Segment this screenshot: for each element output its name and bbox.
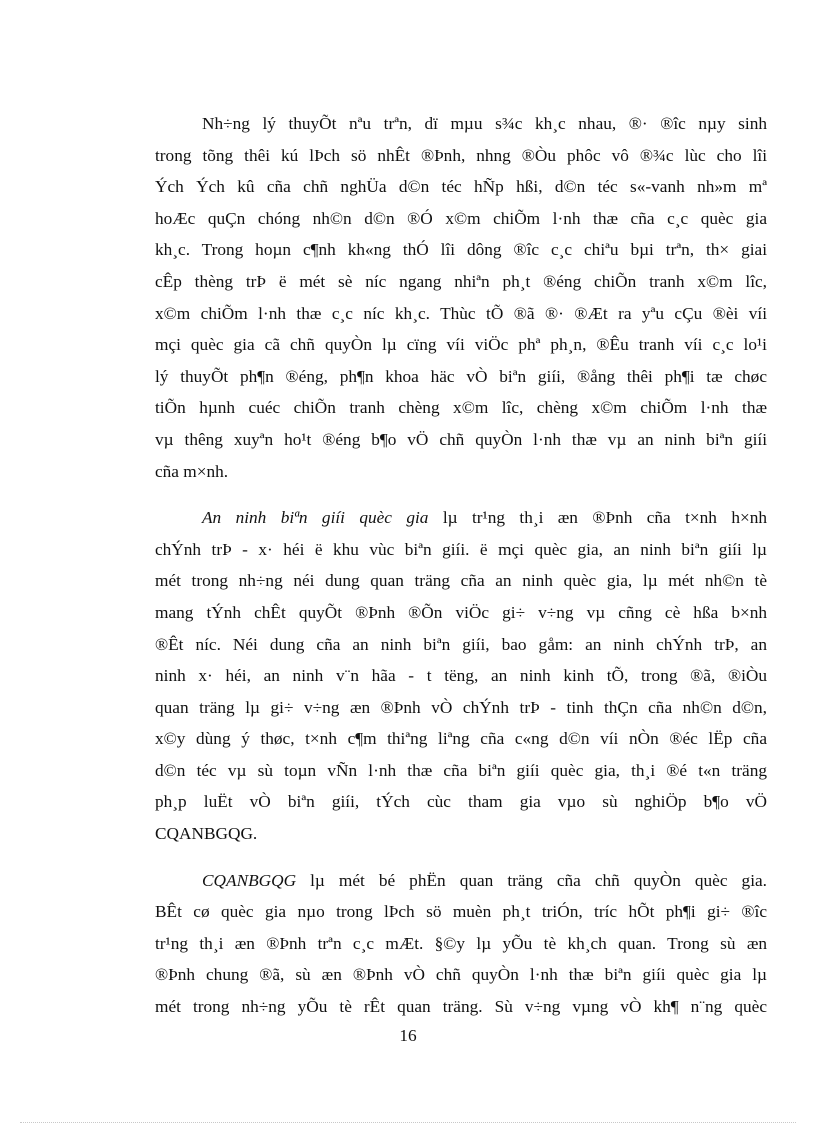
text-line: Nh÷ng lý thuyÕt nªu trªn, dï mµu s¾c kh¸c nhau, ®· ®îc nµy sinh — [202, 114, 767, 133]
text-line: ninh x· héi, an ninh v¨n hãa - t tëng, an ninh kinh tÕ, trong ®ã, ®iÒu — [155, 666, 767, 686]
text-line: chÝnh trÞ - x· héi ë khu vùc biªn giíi. ë mçi quèc gia, an ninh biªn giíi lµ — [155, 539, 767, 559]
text-line: hoÆc quÇn chóng nh©n d©n ®Ó x©m chiÕm l·nh thæ cña c¸c quèc gia — [155, 208, 767, 228]
text-line: kh¸c. Trong hoµn c¶nh kh«ng thÓ lîi dông ®îc c¸c chiªu bµi trªn, th× giai — [155, 240, 767, 260]
text-fragment: lµ tr¹ng th¸i æn ®Þnh cña t×nh h×nh — [428, 508, 767, 528]
text-fragment: lµ mét bé phËn quan träng cña chñ quyÒn quèc gia. — [296, 870, 767, 890]
text-line: tr¹ng th¸i æn ®Þnh trªn c¸c mÆt. §©y lµ yÕu tè kh¸ch quan. Trong sù æn — [155, 933, 767, 953]
italic-term: An ninh biªn giíi quèc gia — [202, 508, 429, 528]
text-line: ®Þnh chung ®ã, sù æn ®Þnh vÒ chñ quyÒn l·nh thæ biªn giíi quèc gia lµ — [155, 965, 767, 985]
text-line: CQANBGQG. — [155, 824, 258, 844]
text-line: mét trong nh÷ng néi dung quan träng cña an ninh quèc gia, lµ mét nh©n tè — [155, 571, 767, 591]
text-line: Ých Ých kû cña chñ nghÜa d©n téc hÑp hßi, d©n téc s«-vanh nh»m mª — [155, 177, 767, 197]
text-line: cña m×nh. — [155, 461, 229, 481]
text-line: mçi quèc gia cã chñ quyÒn lµ cïng víi viÖc phª ph¸n, ®Êu tranh víi c¸c lo¹i — [155, 335, 767, 355]
text-line: x©y dùng ý thøc, t×nh c¶m thiªng liªng cña c«ng d©n víi nÒn ®éc lËp cña — [155, 729, 767, 749]
text-line: lý thuyÕt ph¶n ®éng, ph¶n khoa häc vÒ biªn giíi, ®ång thêi ph¶i tæ chøc — [155, 366, 767, 386]
text-line: ®Êt níc. Néi dung cña an ninh biªn giíi, bao gåm: an ninh chÝnh trÞ, an — [155, 634, 767, 654]
italic-term: CQANBGQG — [202, 870, 297, 890]
text-line — [155, 865, 767, 897]
text-line: trong tõng thêi kú lÞch sö nhÊt ®Þnh, nhng ®Òu phôc vô ®¾c lùc cho lîi — [155, 145, 767, 165]
body-text — [155, 108, 767, 1038]
text-line: tiÕn hµnh cuéc chiÕn tranh chèng x©m lîc, chèng x©m chiÕm l·nh thæ — [155, 398, 767, 418]
text-line: BÊt cø quèc gia nµo trong lÞch sö muèn ph¸t triÓn, tríc hÕt ph¶i gi÷ ®îc — [155, 902, 767, 922]
text-line: mét trong nh÷ng yÕu tè rÊt quan träng. Sù v÷ng vµng vÒ kh¶ n¨ng quèc — [155, 997, 767, 1017]
text-line: mang tÝnh chÊt quyÕt ®Þnh ®Õn viÖc gi÷ v÷ng vµ cñng cè hßa b×nh — [155, 602, 767, 622]
paragraph-1 — [155, 108, 767, 487]
text-line: vµ thêng xuyªn ho¹t ®éng b¶o vÖ chñ quyÒn l·nh thæ vµ an ninh biªn giíi — [155, 429, 767, 449]
text-line: d©n téc vµ sù toµn vÑn l·nh thæ cña biªn giíi quèc gia, th¸i ®é t«n träng — [155, 760, 767, 780]
paragraph-2 — [155, 502, 767, 850]
text-line: ph¸p luËt vÒ biªn giíi, tÝch cùc tham gia vµo sù nghiÖp b¶o vÖ — [155, 792, 767, 812]
paragraph-3 — [155, 865, 767, 1023]
text-line: x©m chiÕm l·nh thæ c¸c níc kh¸c. Thùc tÕ ®ã ®· ®Æt ra yªu cÇu ®èi víi — [155, 303, 767, 323]
page-number: 16 — [399, 1026, 417, 1045]
text-line: cÊp thèng trÞ ë mét sè níc ngang nhiªn ph¸t ®éng chiÕn tranh x©m lîc, — [155, 271, 767, 291]
text-line — [155, 502, 767, 534]
text-line: quan träng lµ gi÷ v÷ng æn ®Þnh vÒ chÝnh trÞ - tinh thÇn cña nh©n d©n, — [155, 697, 767, 717]
